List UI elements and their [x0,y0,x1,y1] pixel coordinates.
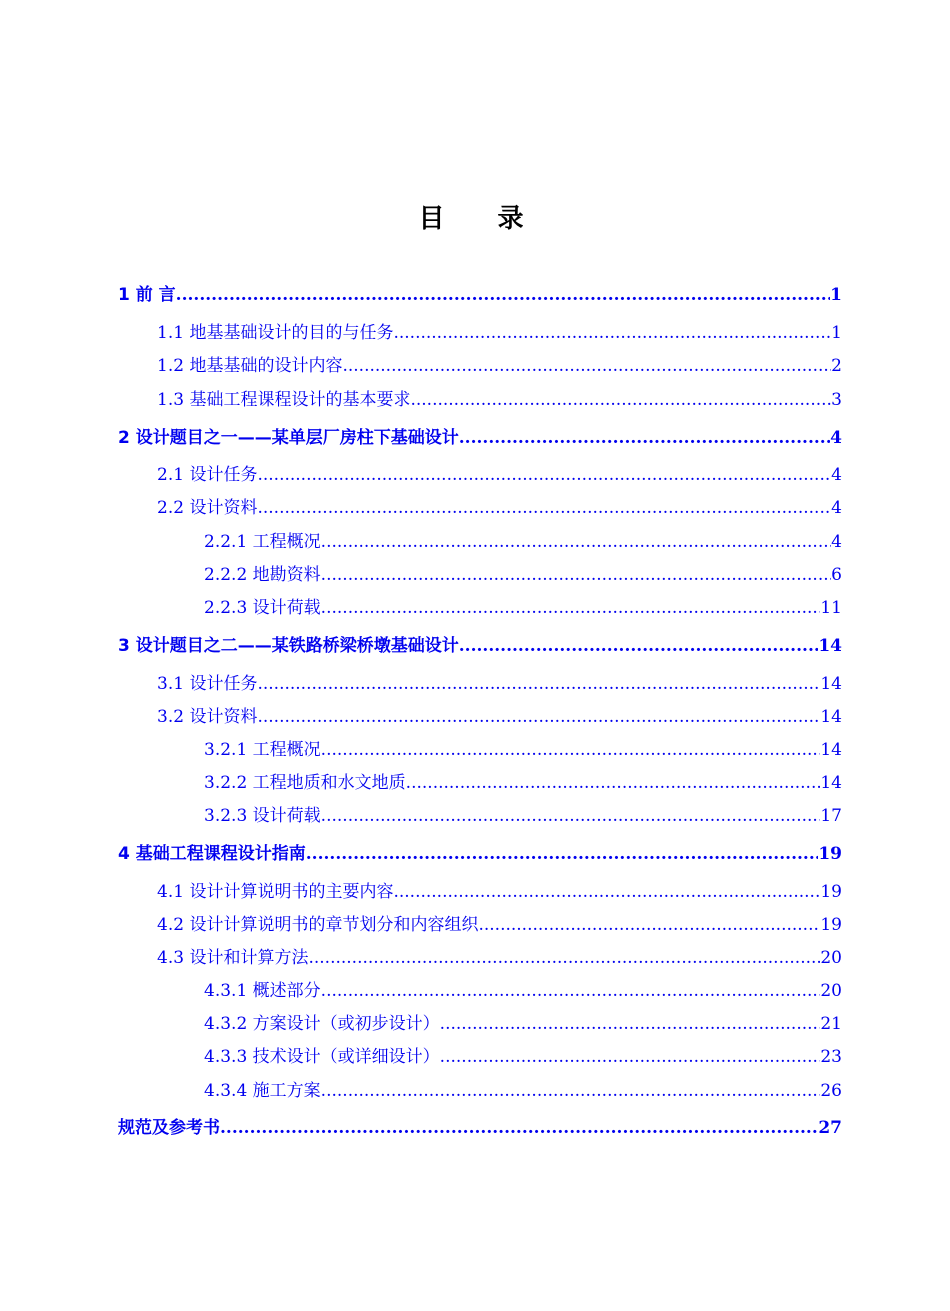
toc-entry-page-number: 2 [831,356,842,376]
toc-dot-leader [321,1080,821,1102]
toc-dot-leader [393,881,820,903]
toc-entry-page-number: 4 [830,428,842,448]
toc-entry-page-number: 14 [820,707,842,727]
toc-entry-page-number: 27 [818,1118,842,1138]
toc-entry[interactable] [157,947,842,969]
toc-entry-label: 4.3.3 技术设计（或详细设计） [204,1047,440,1067]
toc-entry-page-number: 14 [818,636,842,656]
toc-entry-page-number: 11 [820,598,842,618]
toc-entry-label: 4 基础工程课程设计指南 [118,844,306,864]
toc-entry-page-number: 23 [820,1047,842,1067]
toc-entry-page-number: 14 [820,740,842,760]
toc-entry[interactable] [157,322,842,344]
toc-entry[interactable] [157,706,842,728]
toc-entry[interactable] [157,497,842,519]
toc-dot-leader [308,947,820,969]
toc-dot-leader [257,673,820,695]
toc-entry-label: 2.2.1 工程概况 [204,532,321,552]
toc-dot-leader [393,322,831,344]
toc-entry-label: 规范及参考书 [118,1118,220,1138]
toc-entry-page-number: 19 [820,915,842,935]
toc-entry-label: 1.2 地基基础的设计内容 [157,356,343,376]
toc-entry-page-number: 3 [831,390,842,410]
toc-entry[interactable] [204,980,842,1002]
toc-entry-label: 3.2.2 工程地质和水文地质 [204,773,406,793]
toc-dot-leader [321,980,821,1002]
toc-entry-label: 4.2 设计计算说明书的章节划分和内容组织 [157,915,479,935]
toc-entry-label: 3.2.3 设计荷载 [204,806,321,826]
toc-entry-page-number: 6 [831,565,842,585]
toc-entry-page-number: 17 [820,806,842,826]
toc-entry[interactable] [204,1080,842,1102]
toc-entry-label: 3 设计题目之二——某铁路桥梁桥墩基础设计 [118,636,459,656]
toc-dot-leader [176,284,830,306]
toc-dot-leader [321,805,821,827]
toc-entry[interactable] [204,531,842,553]
toc-entry-page-number: 4 [831,465,842,485]
toc-entry-label: 3.2.1 工程概况 [204,740,321,760]
toc-dot-leader [342,355,831,377]
toc-entry[interactable] [204,739,842,761]
toc-dot-leader [459,427,830,449]
toc-dot-leader [321,531,832,553]
toc-entry-page-number: 26 [820,1081,842,1101]
toc-entry-label: 4.3.1 概述部分 [204,981,321,1001]
toc-entry-page-number: 19 [820,882,842,902]
toc-entry-page-number: 1 [831,323,842,343]
toc-entry[interactable] [204,1013,842,1035]
toc-entry-page-number: 4 [831,532,842,552]
toc-entry[interactable] [118,427,842,449]
toc-entry[interactable] [118,843,842,865]
toc-entry[interactable] [157,914,842,936]
toc-dot-leader [306,843,819,865]
toc-dot-leader [257,706,820,728]
toc-dot-leader [257,497,831,519]
toc-entry-page-number: 4 [831,498,842,518]
toc-dot-leader [321,597,821,619]
toc-dot-leader [459,635,819,657]
toc-entry[interactable] [157,355,842,377]
toc-entry-label: 3.2 设计资料 [157,707,258,727]
toc-entry[interactable] [157,389,842,411]
toc-dot-leader [220,1117,818,1139]
toc-title: 目 录 [418,204,546,234]
toc-entry[interactable] [118,1117,842,1139]
toc-entry-label: 4.3 设计和计算方法 [157,948,309,968]
toc-entry-label: 2.2 设计资料 [157,498,258,518]
toc-dot-leader [440,1013,821,1035]
toc-entry[interactable] [118,284,842,306]
toc-dot-leader [257,464,831,486]
toc-dot-leader [321,564,832,586]
toc-entry-label: 2.1 设计任务 [157,465,258,485]
toc-dot-leader [406,772,821,794]
toc-entry[interactable] [204,1046,842,1068]
toc-entry-page-number: 20 [820,981,842,1001]
toc-entry-page-number: 21 [820,1014,842,1034]
toc-entry[interactable] [204,564,842,586]
toc-entry-label: 2.2.3 设计荷载 [204,598,321,618]
toc-dot-leader [478,914,820,936]
toc-entry-page-number: 20 [820,948,842,968]
toc-entry-label: 3.1 设计任务 [157,674,258,694]
toc-entry[interactable] [157,464,842,486]
toc-dot-leader [440,1046,821,1068]
toc-entry[interactable] [204,772,842,794]
toc-entry-page-number: 1 [830,285,842,305]
toc-dot-leader [410,389,831,411]
toc-entry-page-number: 14 [820,674,842,694]
toc-entry-page-number: 14 [820,773,842,793]
toc-entry-label: 2.2.2 地勘资料 [204,565,321,585]
toc-entry[interactable] [157,881,842,903]
toc-dot-leader [321,739,821,761]
toc-entry-label: 2 设计题目之一——某单层厂房柱下基础设计 [118,428,459,448]
toc-entry-label: 1.3 基础工程课程设计的基本要求 [157,390,411,410]
toc-entry-label: 1 前 言 [118,285,176,305]
toc-entry[interactable] [204,805,842,827]
toc-entry-label: 1.1 地基基础设计的目的与任务 [157,323,394,343]
toc-entry[interactable] [118,635,842,657]
toc-entry-label: 4.3.4 施工方案 [204,1081,321,1101]
toc-entry[interactable] [157,673,842,695]
toc-entry-label: 4.3.2 方案设计（或初步设计） [204,1014,440,1034]
toc-entry-label: 4.1 设计计算说明书的主要内容 [157,882,394,902]
toc-entry[interactable] [204,597,842,619]
toc-entry-page-number: 19 [818,844,842,864]
